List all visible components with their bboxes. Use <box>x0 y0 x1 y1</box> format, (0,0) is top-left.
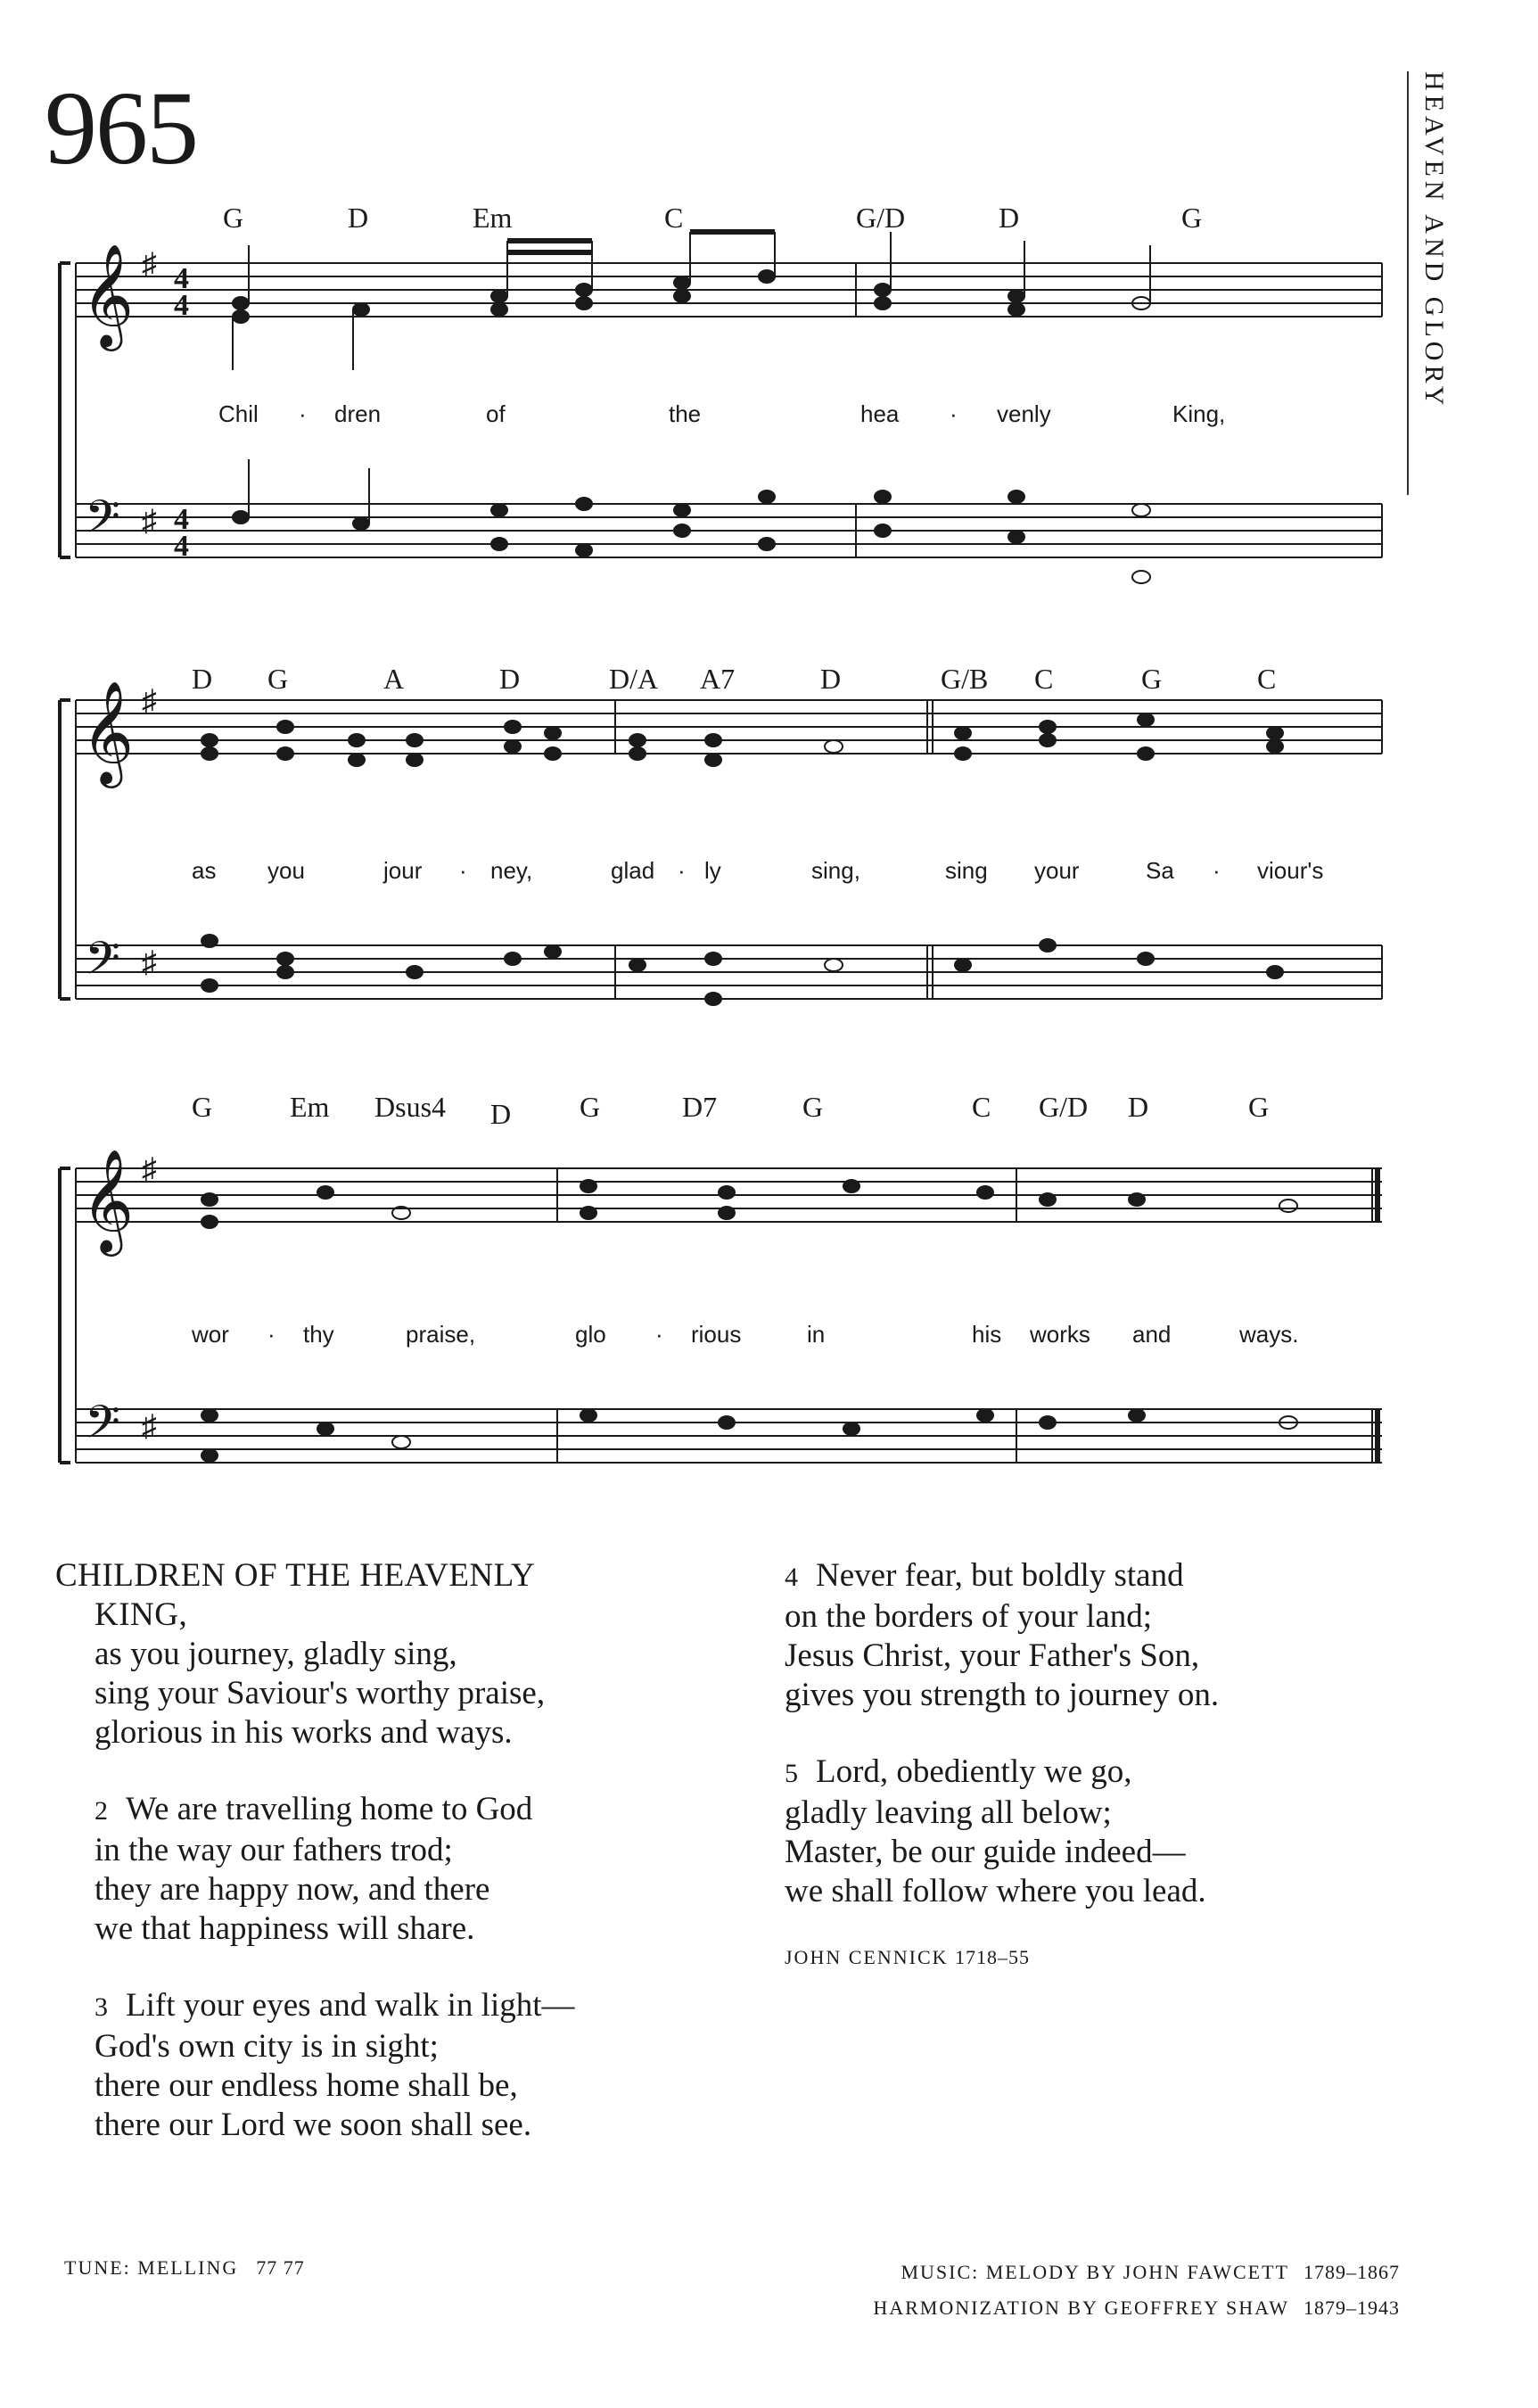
chord-symbol: G <box>1141 663 1163 695</box>
verse-4 <box>785 1556 1391 1715</box>
verse-line: gladly leaving all below; <box>785 1794 1112 1831</box>
verse-line: we shall follow where you lead. <box>785 1873 1206 1909</box>
verse-line <box>785 1752 1391 1794</box>
verse-line: gives you strength to journey on. <box>785 1677 1220 1713</box>
music-score <box>49 192 1404 1507</box>
lyric-syllable: your <box>1034 857 1080 884</box>
verse-line: we that happiness will share. <box>95 1910 475 1947</box>
lyric-syllable: glad <box>611 857 655 884</box>
lyric-syllable: venly <box>997 400 1051 427</box>
chord-symbol: D <box>999 202 1020 234</box>
lyric-syllable: Chil <box>218 400 259 427</box>
chord-symbol: D <box>820 663 842 695</box>
chord-symbol: G <box>802 1091 824 1123</box>
lyric-syllable: Sa <box>1146 857 1174 884</box>
clefs <box>81 245 189 1459</box>
sharp-key-signature: ♯ <box>142 946 157 979</box>
chord-symbol: D <box>348 202 369 234</box>
lyric-syllable: wor <box>192 1321 229 1348</box>
lyric-syllable: jour <box>383 857 423 884</box>
harmony-credit-label: HARMONIZATION BY GEOFFREY SHAW <box>873 2297 1289 2319</box>
verse-number: 2 <box>95 1796 108 1826</box>
verse-line: Jesus Christ, your Father's Son, <box>785 1637 1200 1674</box>
lyric-syllable: · <box>950 400 958 427</box>
chord-symbol: C <box>1034 663 1054 695</box>
chord-symbol: D <box>192 663 213 695</box>
lyric-syllable: · <box>267 1321 276 1348</box>
lyric-syllable: rious <box>691 1321 742 1348</box>
lyric-syllable: ney, <box>490 857 533 884</box>
chord-symbol: D <box>1128 1091 1149 1123</box>
verse-line: sing your Saviour's worthy praise, <box>95 1675 546 1711</box>
lyric-syllable: hea <box>860 400 900 427</box>
verse-number: 3 <box>95 1992 108 2022</box>
lyric-syllable: the <box>669 400 702 427</box>
lyric-syllable: sing, <box>811 857 860 884</box>
verse-line: there our Lord we soon shall see. <box>95 2107 532 2143</box>
verse-1 <box>55 1556 706 1752</box>
time-signature: 4 <box>174 289 189 322</box>
side-rule <box>1407 71 1409 495</box>
lyric-syllable: dren <box>334 400 382 427</box>
sharp-key-signature: ♯ <box>142 1410 157 1443</box>
chord-symbol: C <box>1257 663 1277 695</box>
author-dates: 1718–55 <box>955 1946 1030 1968</box>
treble-clef: 𝄞 <box>81 1151 135 1250</box>
lyric-syllable: ly <box>704 857 721 884</box>
chord-symbol: A7 <box>700 663 736 695</box>
verses-right-column <box>785 1556 1391 2015</box>
hymn-number: 965 <box>45 70 197 186</box>
time-signature: 4 <box>174 503 189 536</box>
lyric-syllable: · <box>459 857 467 884</box>
verse-number: 5 <box>785 1759 798 1788</box>
verse-line-text: Never fear, but boldly stand <box>816 1557 1184 1594</box>
verse-line: in the way our fathers trod; <box>95 1832 453 1868</box>
chord-symbol: D <box>490 1098 512 1130</box>
time-signature: 4 <box>174 530 189 563</box>
lyric-syllable: · <box>655 1321 663 1348</box>
chord-symbol: C <box>664 202 684 234</box>
verse-line-text: Lift your eyes and walk in light— <box>126 1987 575 2024</box>
author-credit <box>785 1938 1391 1977</box>
chord-symbol: G <box>1248 1091 1270 1123</box>
chord-symbol: Em <box>290 1091 330 1123</box>
verse-line <box>55 1790 706 1831</box>
verse-line: Master, be our guide indeed— <box>785 1834 1186 1870</box>
sharp-key-signature: ♯ <box>142 1153 157 1186</box>
lyric-syllable: · <box>299 400 307 427</box>
chord-symbol: D <box>499 663 521 695</box>
lyric-syllable: glo <box>575 1321 606 1348</box>
chord-symbol: G/B <box>941 663 989 695</box>
verse-5 <box>785 1752 1391 1977</box>
verse-line-text: Lord, obediently we go, <box>816 1753 1132 1790</box>
lyric-syllable: thy <box>303 1321 334 1348</box>
lyric-syllable: · <box>1213 857 1221 884</box>
verse-line-text: We are travelling home to God <box>126 1791 533 1827</box>
lyric-syllable: his <box>972 1321 1002 1348</box>
chord-symbol: D7 <box>682 1091 718 1123</box>
verse-first-line: CHILDREN OF THE HEAVENLY <box>55 1557 536 1594</box>
lyric-syllable: viour's <box>1257 857 1324 884</box>
lyric-syllable: praise, <box>406 1321 476 1348</box>
music-credit-line <box>597 2255 1400 2290</box>
bass-clef: 𝄢 <box>85 1398 120 1459</box>
score-svg <box>49 192 1404 1507</box>
tune-meter: 77 77 <box>256 2256 305 2279</box>
chord-symbol: G <box>223 202 244 234</box>
lyric-syllable: works <box>1030 1321 1090 1348</box>
sharp-key-signature: ♯ <box>142 505 157 538</box>
tune-name: TUNE: MELLING <box>64 2256 239 2279</box>
chord-symbol: Dsus4 <box>374 1091 447 1123</box>
lyric-syllable: · <box>678 857 686 884</box>
lyric-syllable: ways. <box>1239 1321 1299 1348</box>
chord-row-3 <box>192 1091 1269 1130</box>
verse-2 <box>55 1790 706 1949</box>
music-credit-dates: 1789–1867 <box>1304 2261 1400 2283</box>
chord-symbol: G <box>580 1091 601 1123</box>
author-name: JOHN CENNICK <box>785 1946 949 1968</box>
sharp-key-signature: ♯ <box>142 685 157 718</box>
bass-clef: 𝄢 <box>85 493 120 554</box>
tune-credit <box>64 2256 305 2280</box>
verse-line: as you journey, gladly sing, <box>95 1636 457 1672</box>
chord-symbol: A <box>383 663 405 695</box>
chord-symbol: G <box>192 1091 213 1123</box>
lyric-syllable: of <box>486 400 506 427</box>
verse-line: there our endless home shall be, <box>95 2067 518 2104</box>
chord-row-2 <box>192 663 1276 695</box>
lyric-row-2 <box>192 857 1323 884</box>
verse-line: KING, <box>95 1596 188 1633</box>
lyric-syllable: you <box>267 857 305 884</box>
treble-clef: 𝄞 <box>81 683 135 782</box>
section-label: HEAVEN AND GLORY <box>1419 71 1449 410</box>
verse-line <box>55 1986 706 2027</box>
lyric-row-1 <box>218 400 1225 427</box>
chord-symbol: G <box>267 663 289 695</box>
chord-symbol: D/A <box>609 663 659 695</box>
music-credits <box>597 2255 1400 2326</box>
verses-left-column <box>55 1556 706 2182</box>
chord-symbol: C <box>972 1091 991 1123</box>
verse-line: they are happy now, and there <box>95 1871 490 1908</box>
harmony-credit-dates: 1879–1943 <box>1304 2297 1400 2319</box>
verse-line: glorious in his works and ways. <box>95 1714 513 1751</box>
lyric-syllable: sing <box>945 857 988 884</box>
chord-symbol: G/D <box>856 202 906 234</box>
music-credit-label: MUSIC: MELODY BY JOHN FAWCETT <box>901 2261 1289 2283</box>
verse-line <box>785 1556 1391 1597</box>
verse-3 <box>55 1986 706 2145</box>
chord-symbol: G/D <box>1039 1091 1089 1123</box>
chord-row-1 <box>223 202 1202 234</box>
bass-clef: 𝄢 <box>85 935 120 995</box>
sharp-key-signature: ♯ <box>142 248 157 281</box>
lyric-row-3 <box>191 1321 1298 1348</box>
harmony-credit-line <box>597 2290 1400 2326</box>
lyric-syllable: King, <box>1172 400 1226 427</box>
chord-symbol: G <box>1181 202 1203 234</box>
time-signature: 4 <box>174 262 189 295</box>
lyric-syllable: and <box>1132 1321 1172 1348</box>
lyric-syllable: in <box>807 1321 826 1348</box>
verse-line: on the borders of your land; <box>785 1598 1153 1635</box>
lyric-syllable: as <box>192 857 217 884</box>
verse-line: God's own city is in sight; <box>95 2028 439 2065</box>
verse-number: 4 <box>785 1563 798 1592</box>
treble-clef: 𝄞 <box>81 246 135 345</box>
chord-symbol: Em <box>473 202 513 234</box>
